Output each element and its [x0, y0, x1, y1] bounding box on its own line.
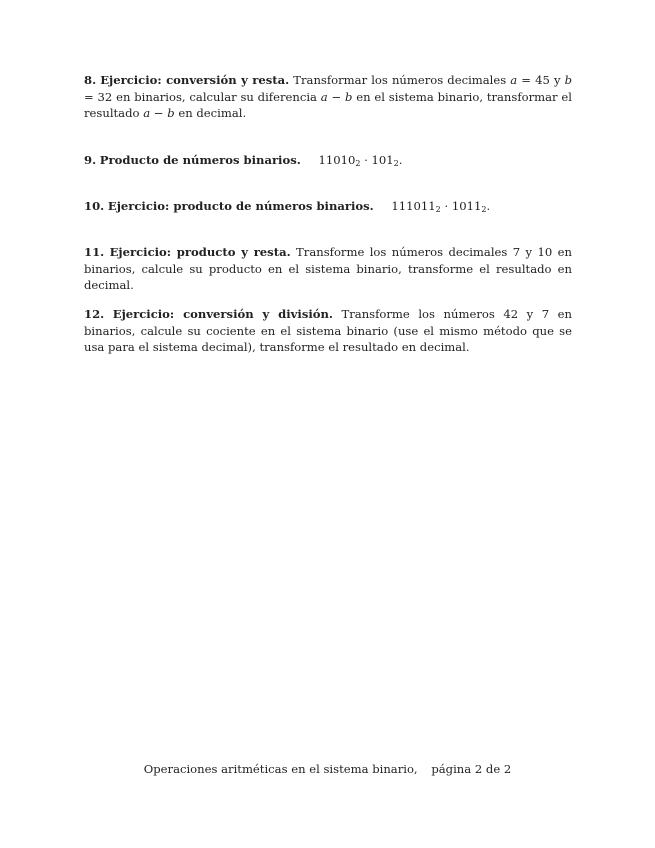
exercise-10 — [84, 198, 572, 215]
binary-operand: 11010 — [318, 153, 356, 167]
exercise-title: Ejercicio: producto y resta. — [109, 245, 291, 259]
math-equals-45: = 45 y — [517, 73, 565, 87]
exercise-text: en binarios, calcular su diferencia — [116, 89, 317, 104]
exercise-text: Transforme los números 42 y 7 en binarios, calcule su cociente en el sistema binario (use el mismo método que se usa para el sistema decimal), transforme el resultado en decimal. — [84, 307, 573, 354]
base-subscript: 2 — [435, 205, 441, 214]
exercise-title: Ejercicio: conversión y división. — [112, 307, 333, 321]
exercise-number: 9. — [84, 153, 97, 167]
binary-operand: 111011 — [391, 199, 436, 213]
math-variable-b: b — [564, 73, 573, 87]
base-subscript: 2 — [355, 159, 361, 168]
math-dot: · — [440, 199, 452, 213]
exercise-text: en el sistema binario, transformar el resultado — [84, 89, 572, 120]
exercise-text: en decimal. — [178, 106, 247, 120]
exercise-number: 11. — [84, 245, 105, 259]
exercise-text: Transforme los números decimales 7 y 10 en binarios, calcule su producto en el sistema binario, transforme el resultado en decimal. — [84, 245, 573, 292]
exercise-8 — [84, 72, 572, 122]
binary-operand: 101 — [371, 153, 394, 167]
base-subscript: 2 — [393, 159, 399, 168]
exercise-title: Ejercicio: conversión y resta. — [100, 73, 290, 87]
exercise-text: Transformar los números decimales — [293, 73, 507, 87]
period: . — [486, 199, 491, 213]
exercise-title: Ejercicio: producto de números binarios. — [107, 199, 374, 213]
exercise-title: Producto de números binarios. — [99, 153, 301, 167]
math-variable-a: a — [320, 89, 328, 104]
exercise-9 — [84, 152, 572, 169]
page-footer — [0, 762, 655, 776]
exercise-number: 12. — [84, 307, 105, 321]
math-minus: − — [327, 89, 345, 104]
math-variable-b: b — [167, 106, 175, 120]
math-minus: − — [150, 106, 168, 120]
math-equals-32: = 32 — [84, 89, 113, 104]
exercise-number: 10. — [84, 199, 105, 213]
math-dot: · — [360, 153, 372, 167]
binary-operand: 1011 — [451, 199, 482, 213]
math-variable-b: b — [345, 89, 353, 104]
math-variable-a: a — [510, 73, 518, 87]
footer-title: Operaciones aritméticas en el sistema binario, — [143, 762, 418, 776]
base-subscript: 2 — [481, 205, 487, 214]
page-number: página 2 de 2 — [431, 762, 512, 776]
exercise-number: 8. — [84, 73, 97, 87]
exercise-11 — [84, 244, 572, 294]
exercise-12 — [84, 306, 572, 356]
period: . — [398, 153, 403, 167]
math-variable-a: a — [143, 106, 151, 120]
